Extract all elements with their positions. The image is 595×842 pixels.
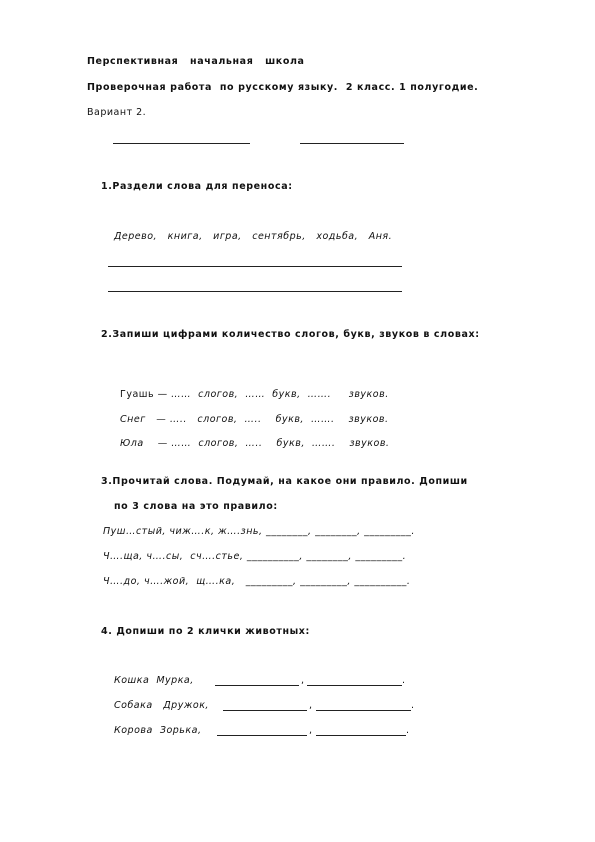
task3-row: Ч….до, ч….жой, щ….ка, _________, _________, __________. <box>103 576 411 587</box>
task1-answer-line-1[interactable] <box>108 266 402 267</box>
task4-blank[interactable] <box>316 735 406 736</box>
task3-row: Пуш…стый, чиж….к, ж….знь, ________, ________, _________. <box>103 526 415 537</box>
period: . <box>402 675 406 686</box>
task4-blank[interactable] <box>215 685 299 686</box>
task2-blanks: …… слогов, ….. букв, ……. звуков. <box>167 438 390 449</box>
period: . <box>411 700 415 711</box>
period: . <box>406 725 410 736</box>
task2-heading: 2.Запиши цифрами количество слогов, букв, звуков в словах: <box>101 329 480 340</box>
class-blank[interactable] <box>300 143 404 144</box>
task2-word: Гуашь — <box>120 389 168 400</box>
task2-word: Снег — <box>120 414 167 425</box>
task2-blanks: …… слогов, …… букв, ……. звуков. <box>167 389 389 400</box>
comma: , <box>309 725 313 736</box>
comma: , <box>301 675 305 686</box>
task3-heading-line2: по 3 слова на это правило: <box>114 501 278 512</box>
task4-row-label: Собака Дружок, <box>114 700 209 711</box>
task3-heading-line1: 3.Прочитай слова. Подумай, на какое они правило. Допиши <box>101 476 468 487</box>
task4-row-label: Корова Зорька, <box>114 725 202 736</box>
task2-word: Юла — <box>120 438 168 449</box>
task1-heading: 1.Раздели слова для переноса: <box>101 181 293 192</box>
task1-words: Дерево, книга, игра, сентябрь, ходьба, Аня. <box>114 231 393 242</box>
page-title: Проверочная работа по русскому языку. 2 класс. 1 полугодие. <box>87 82 479 93</box>
task2-row <box>114 427 389 449</box>
task2-blanks: ….. слогов, ….. букв, ……. звуков. <box>166 414 389 425</box>
task4-blank[interactable] <box>223 710 307 711</box>
task4-blank[interactable] <box>217 735 307 736</box>
task2-row <box>114 378 389 400</box>
task4-blank[interactable] <box>316 710 411 711</box>
task4-row-label: Кошка Мурка, <box>114 675 194 686</box>
task1-answer-line-2[interactable] <box>108 291 402 292</box>
task4-blank[interactable] <box>307 685 402 686</box>
comma: , <box>309 700 313 711</box>
variant-label: Вариант 2. <box>87 107 147 118</box>
task2-row <box>114 403 389 425</box>
name-blank[interactable] <box>113 143 250 144</box>
task3-row: Ч….ща, ч….сы, сч….стье, __________, ________, _________. <box>103 551 407 562</box>
school-name: Перспективная начальная школа <box>87 56 305 67</box>
task4-heading: 4. Допиши по 2 клички животных: <box>101 626 310 637</box>
